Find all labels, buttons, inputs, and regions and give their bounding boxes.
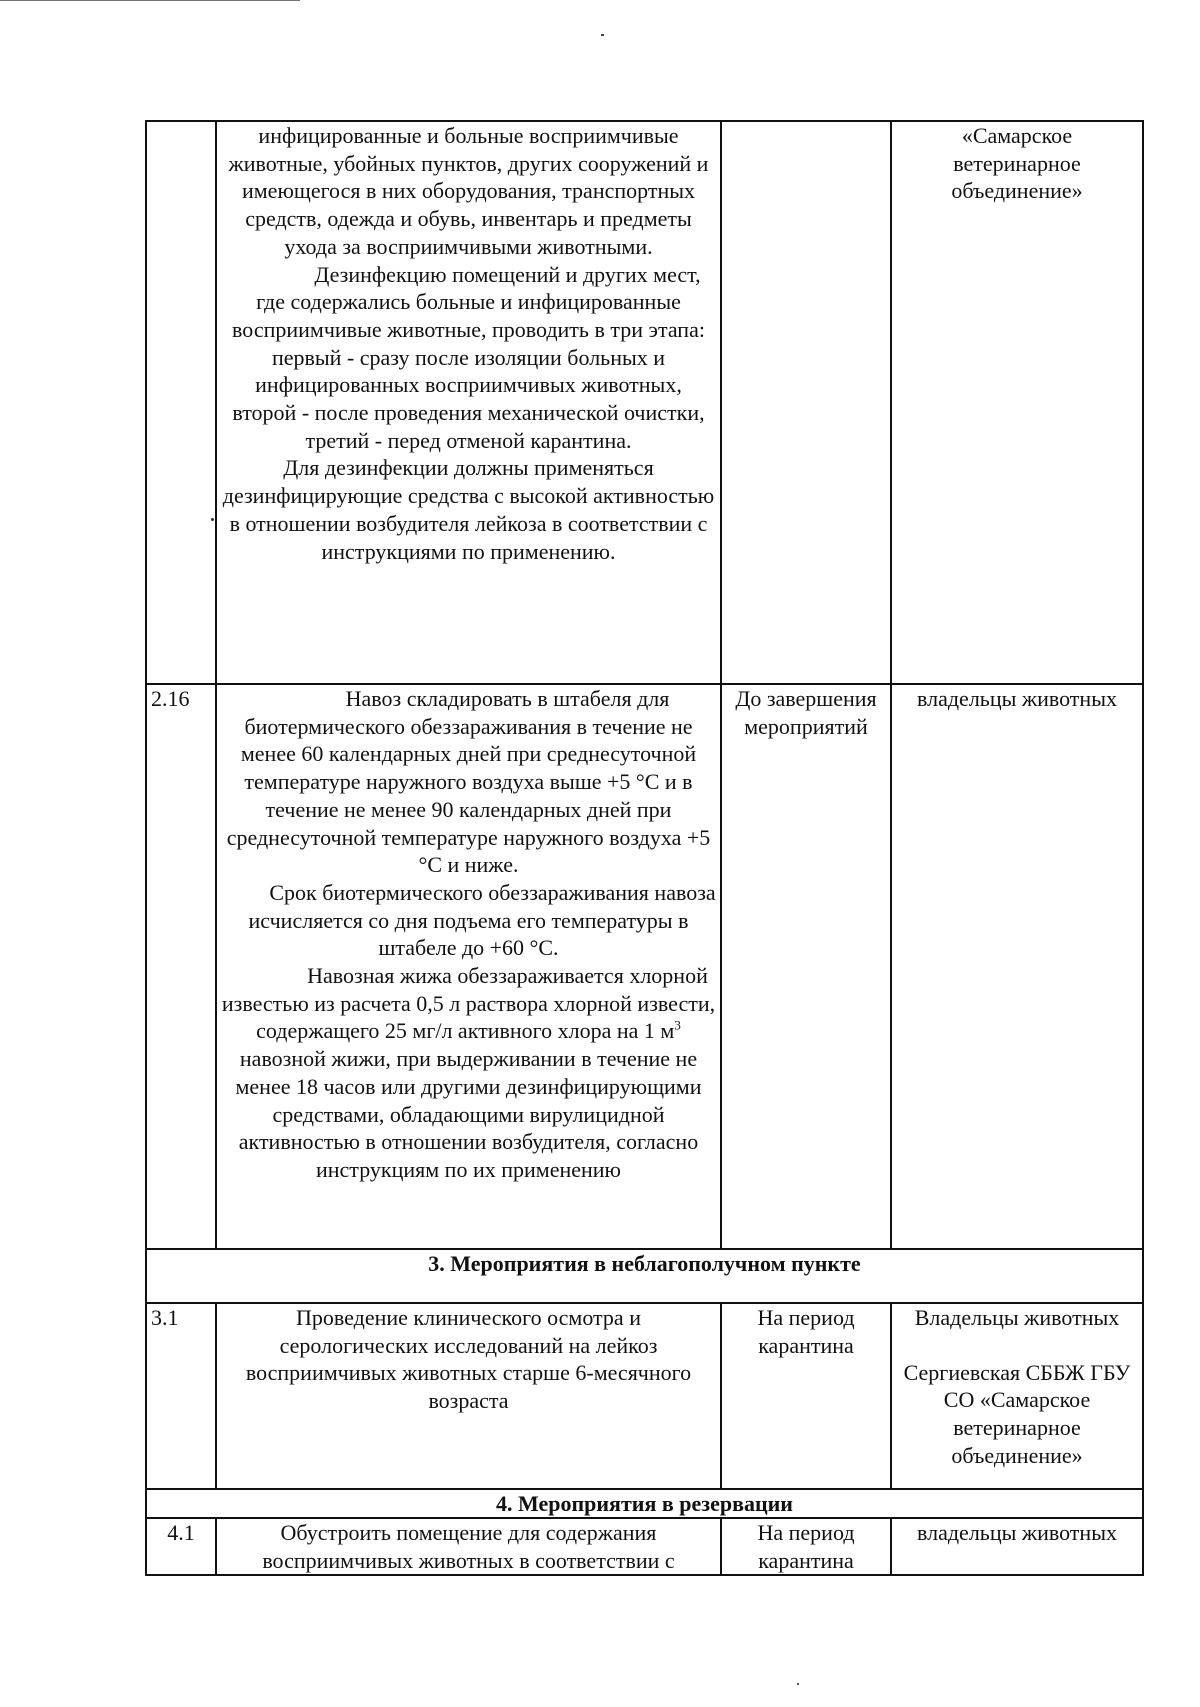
responsible-party: владельцы животных [917,1520,1117,1545]
scan-speck [601,34,604,36]
measure-term: На период карантина [721,1303,891,1489]
measure-paragraph: Навоз складировать в штабеля для биотермического обеззараживания в течение не менее 60 календарных дней при среднесуточной температуре наружного воздуха выше +5 °С и в течение не менее 90 календарных дней при среднесуточной температуре наружного воздуха +5 °С и ниже. [226,686,711,878]
row-number [146,121,216,684]
responsible-party: Сергиевская СББЖ ГБУ СО «Самарское ветеринарное объединение» [903,1359,1131,1468]
measures-table [145,120,1144,1576]
measure-responsible [891,684,1143,1249]
row-number: 2.16 [146,684,216,1249]
row-number: 3.1 [146,1303,216,1489]
responsible-party: Владельцы животных [914,1305,1120,1330]
table-row [146,1518,1143,1575]
measure-paragraph: инфицированные и больные восприимчивые животные, убойных пунктов, других сооружений и имеющегося в них оборудования, транспортных средств, одежда и обувь, инвентарь и предметы ухода за восприимчивыми животными. [228,123,709,259]
measure-term: До завершения мероприятий [721,684,891,1249]
measure-text: навозной жижи, при выдерживании в течение не менее 18 часов или другими дезинфицирующими средствами, обладающими вирулицидной активностью в отношении возбудителя, согласно инструкциям по их применению [235,1046,702,1182]
measure-description [216,121,721,684]
table-row [146,684,1143,1249]
section-heading: 3. Мероприятия в неблагополучном пункте [146,1249,1143,1303]
measure-paragraph: Проведение клинического осмотра и серологических исследований на лейкоз восприимчивых животных старше 6-месячного возраста [245,1305,692,1414]
table-row [146,1303,1143,1489]
measure-paragraph: Дезинфекцию помещений и других мест, где содержались больные и инфицированные восприимчивые животные, проводить в три этапа: первый - сразу после изоляции больных и инфицированных восприимчивых животных, второй - после проведения механической очистки, третий - перед отменой карантина. [232,261,705,453]
measure-paragraph: Для дезинфекции должны применяться дезинфицирующие средства с высокой активностью в отношении возбудителя лейкоза в соответствии с инструкциями по применению. [222,455,715,564]
section-row [146,1489,1143,1518]
row-number: 4.1 [146,1518,216,1575]
measure-responsible [891,1303,1143,1489]
measure-paragraph [221,962,716,1184]
measure-text: Навозная жижа обеззараживается хлорной известью из расчета 0,5 л раствора хлорной извести, содержащего 25 мг/л активного хлора на 1 м [221,963,716,1044]
responsible-party: «Самарское ветеринарное объединение» [951,123,1083,204]
scan-edge-line [0,0,300,1]
measure-responsible [891,1518,1143,1575]
measure-description [216,1303,721,1489]
measure-description [216,684,721,1249]
superscript: 3 [674,1018,681,1034]
scan-speck [797,1683,799,1685]
measure-term [721,121,891,684]
measure-paragraph: Срок биотермического обеззараживания навоза исчисляется со дня подъема его температуры в штабеле до +60 °С. [248,879,716,961]
measure-responsible [891,121,1143,684]
section-heading: 4. Мероприятия в резервации [146,1489,1143,1518]
measure-description [216,1518,721,1575]
responsible-party: владельцы животных [917,686,1117,711]
table-row [146,121,1143,684]
section-row [146,1249,1143,1303]
measure-paragraph: Обустроить помещение для содержания восприимчивых животных в соответствии с [262,1520,675,1573]
measure-term: На период карантина [721,1518,891,1575]
